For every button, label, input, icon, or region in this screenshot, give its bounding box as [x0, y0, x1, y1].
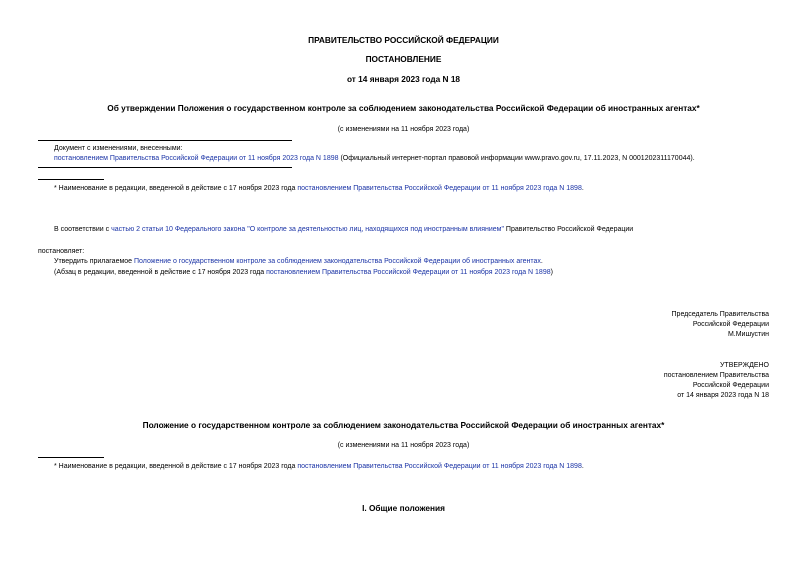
amendments-intro: Документ с изменениями, внесенными:	[54, 145, 183, 152]
amendments-link[interactable]: постановлением Правительства Российской Федерации от 11 ноября 2023 года N 1898	[54, 155, 339, 162]
federal-law-link[interactable]: частью 2 статьи 10 Федерального закона "О контроле за деятельностью лиц, находящихся под иностранным влиянием"	[111, 226, 504, 233]
decides-text: постановляет:	[38, 248, 85, 255]
amendments-tail: (Официальный интернет-портал правовой информации www.pravo.gov.ru, 17.11.2023, N 0001202311170044).	[338, 155, 695, 162]
footnote-link[interactable]: постановлением Правительства Российской Федерации от 11 ноября 2023 года N 1898	[297, 185, 582, 192]
section-heading: I. Общие положения	[362, 503, 445, 513]
paragraph-edition-note: (Абзац в редакции, введенной в действие с 17 ноября 2023 года постановлением Правительства Российской Федерации от 11 ноября 2023 года N 1898)	[54, 269, 553, 276]
footnote2-rule	[38, 457, 104, 458]
footnote-title-edition: * Наименование в редакции, введенной в действие с 17 ноября 2023 года постановлением Правительства Российской Федерации от 11 ноября 2023 года N 1898.	[54, 185, 584, 192]
footnote2-title-edition: * Наименование в редакции, введенной в действие с 17 ноября 2023 года постановлением Правительства Российской Федерации от 11 ноября 2023 года N 1898.	[54, 463, 584, 470]
amendments-bottom-rule	[38, 167, 292, 168]
approved-body: Российской Федерации	[692, 382, 769, 389]
signature-name: М.Мишустин	[727, 331, 769, 338]
government-heading: ПРАВИТЕЛЬСТВО РОССИЙСКОЙ ФЕДЕРАЦИИ	[308, 35, 499, 45]
regulation-title: Положение о государственном контроле за соблюдением законодательства Российской Федерации об иностранных агентах*	[142, 420, 665, 430]
edition-link[interactable]: постановлением Правительства Российской Федерации от 11 ноября 2023 года N 1898	[266, 269, 551, 276]
amendments-source	[54, 154, 695, 163]
footnote2-link[interactable]: постановлением Правительства Российской Федерации от 11 ноября 2023 года N 1898	[297, 463, 582, 470]
document-date-number: от 14 января 2023 года N 18	[346, 74, 461, 84]
document-type: ПОСТАНОВЛЕНИЕ	[365, 54, 442, 64]
footnote-rule	[38, 179, 104, 180]
approve-paragraph: Утвердить прилагаемое Положение о государственном контроле за соблюдением законодательства Российской Федерации об иностранных агентах.	[54, 258, 543, 265]
regulation-link[interactable]: Положение о государственном контроле за соблюдением законодательства Российской Федерации об иностранных агентах	[134, 258, 541, 265]
approved-by: постановлением Правительства	[663, 372, 769, 379]
legal-basis: В соответствии с частью 2 статьи 10 Федерального закона "О контроле за деятельностью лиц, находящихся под иностранным влиянием" Правительство Российской Федерации	[54, 226, 634, 233]
amendments-top-rule	[38, 140, 292, 141]
signature-body: Российской Федерации	[692, 321, 769, 328]
amendments-note: (с изменениями на 11 ноября 2023 года)	[337, 126, 470, 133]
regulation-amendments-note: (с изменениями на 11 ноября 2023 года)	[337, 442, 470, 449]
approved-date: от 14 января 2023 года N 18	[677, 392, 769, 399]
signature-position: Председатель Правительства	[671, 311, 769, 318]
document-title: Об утверждении Положения о государственном контроле за соблюдением законодательства Российской Федерации об иностранных агентах*	[107, 103, 700, 113]
approved-label: УТВЕРЖДЕНО	[719, 362, 769, 369]
